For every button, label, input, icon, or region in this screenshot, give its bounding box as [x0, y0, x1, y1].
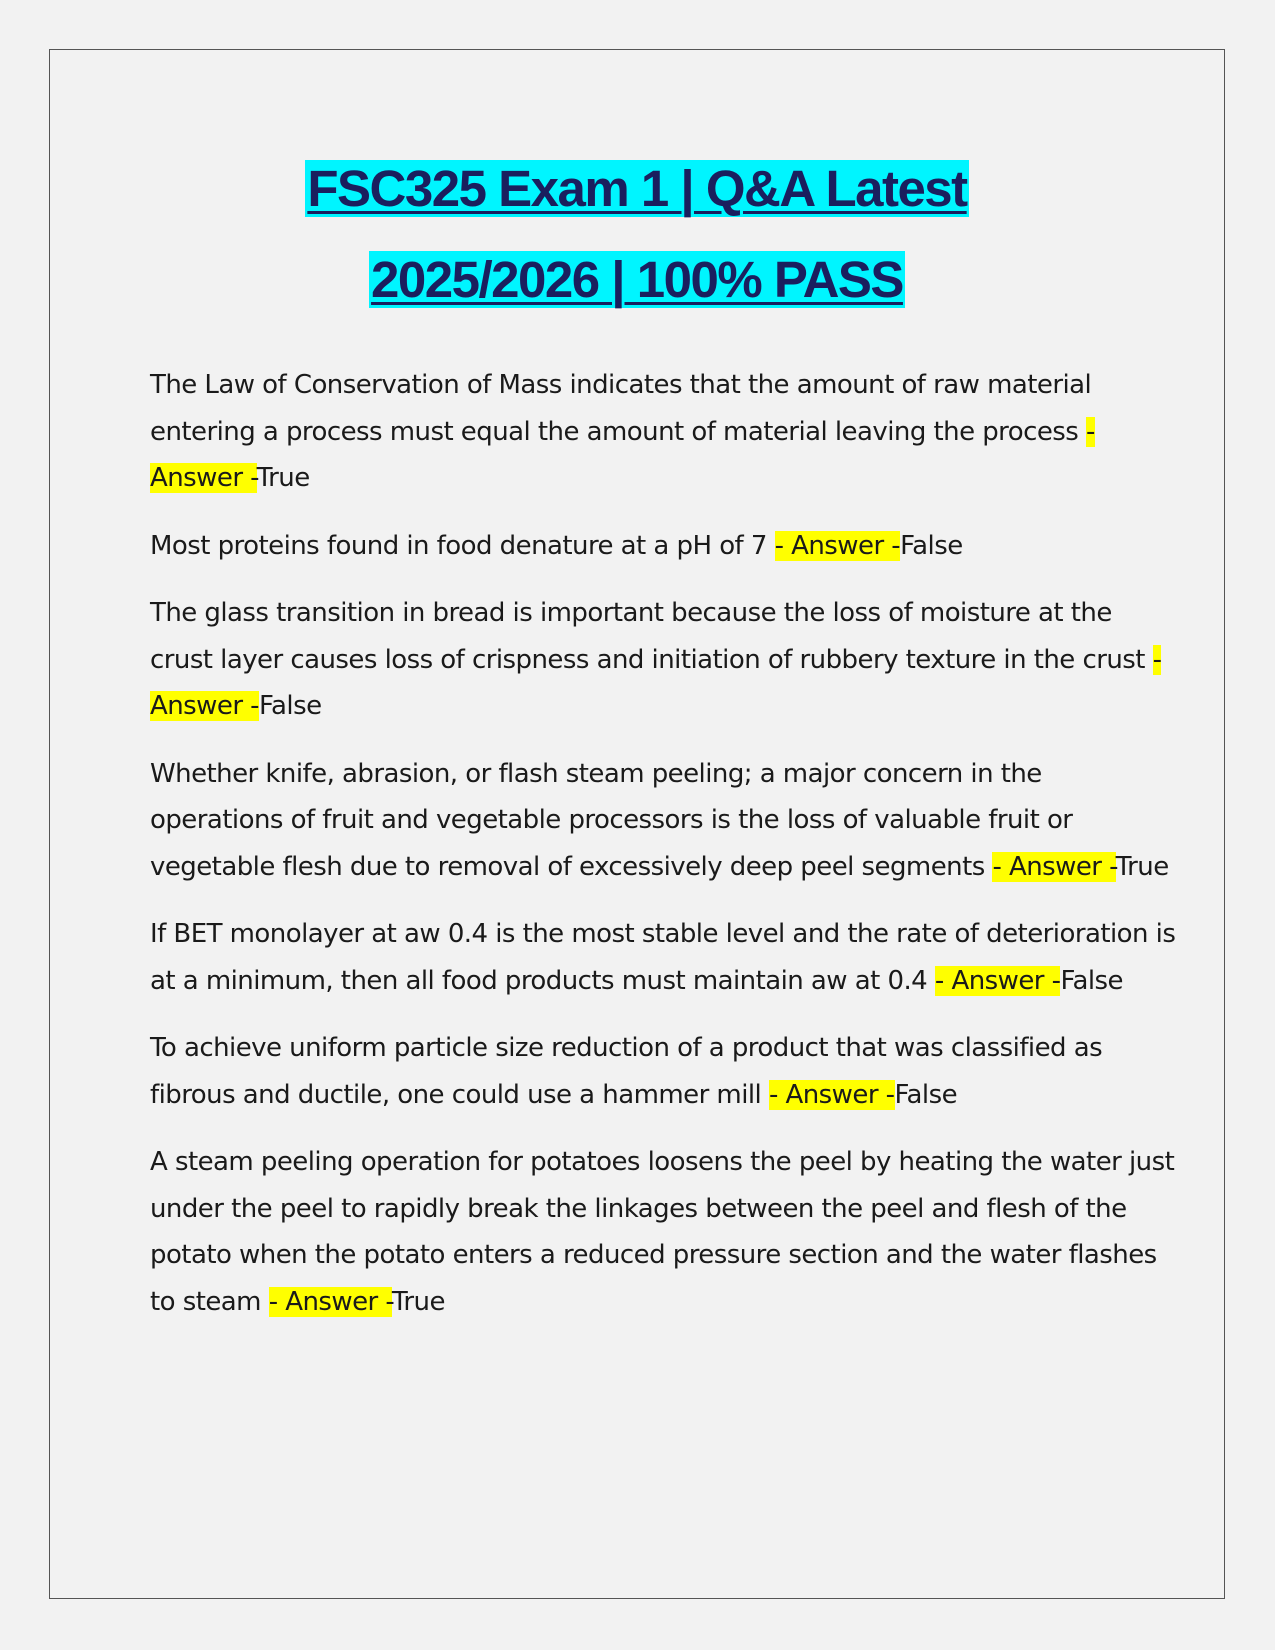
qa-item	[150, 911, 1180, 1004]
question-text: Most proteins found in food denature at a pH of 7	[150, 530, 775, 561]
title-text-1: FSC325 Exam 1 | Q&A Latest	[307, 160, 967, 217]
qa-item	[150, 1139, 1180, 1325]
question-text: The glass transition in bread is important because the loss of moisture at the crust layer causes loss of crispness and initiation of rubbery texture in the crust	[150, 598, 1153, 675]
page-frame	[49, 49, 1225, 1599]
answer-text: False	[259, 691, 322, 721]
question-text: Whether knife, abrasion, or flash steam peeling; a major concern in the operations of fruit and vegetable processors is the loss of valuable fruit or vegetable flesh due to removal of excessively deep peel segments	[150, 758, 1073, 882]
qa-item	[150, 590, 1180, 730]
document-title	[50, 150, 1224, 332]
answer-text: True	[1115, 851, 1169, 882]
answer-marker: - Answer -	[774, 530, 901, 561]
answer-marker: - Answer -	[992, 851, 1116, 882]
answer-text: True	[391, 1286, 445, 1317]
answer-marker: - Answer -	[268, 1286, 392, 1317]
qa-item	[150, 751, 1180, 891]
answer-marker: - Answer -	[150, 416, 1095, 493]
question-text: To achieve uniform particle size reduction of a product that was classified as fibrous and ductile, one could use a hammer mill	[150, 1033, 1103, 1110]
answer-text: False	[1060, 965, 1123, 996]
answer-text: False	[900, 530, 963, 561]
title-text-2: 2025/2026 | 100% PASS	[371, 251, 903, 308]
question-text: If BET monolayer at aw 0.4 is the most stable level and the rate of deterioration is at a minimum, then all food products must maintain aw at 0.4	[150, 919, 1176, 996]
qa-item	[150, 523, 1180, 570]
answer-marker: - Answer -	[150, 644, 1162, 721]
question-text: A steam peeling operation for potatoes loosens the peel by heating the water just under the peel to rapidly break the linkages between the peel and flesh of the potato when the potato enters a reduced pressure section and the water flashes to steam	[150, 1147, 1175, 1317]
answer-marker: - Answer -	[768, 1079, 895, 1110]
qa-item	[150, 1025, 1180, 1118]
question-text: The Law of Conservation of Mass indicates that the amount of raw material entering a process must equal the amount of material leaving the process	[150, 370, 1092, 447]
answer-text: False	[894, 1079, 958, 1110]
answer-marker: - Answer -	[934, 965, 1061, 996]
qa-list	[150, 362, 1180, 1346]
title-line-2	[50, 241, 1224, 332]
title-line-1	[50, 150, 1224, 241]
answer-text: True	[256, 463, 310, 493]
qa-item	[150, 362, 1180, 502]
